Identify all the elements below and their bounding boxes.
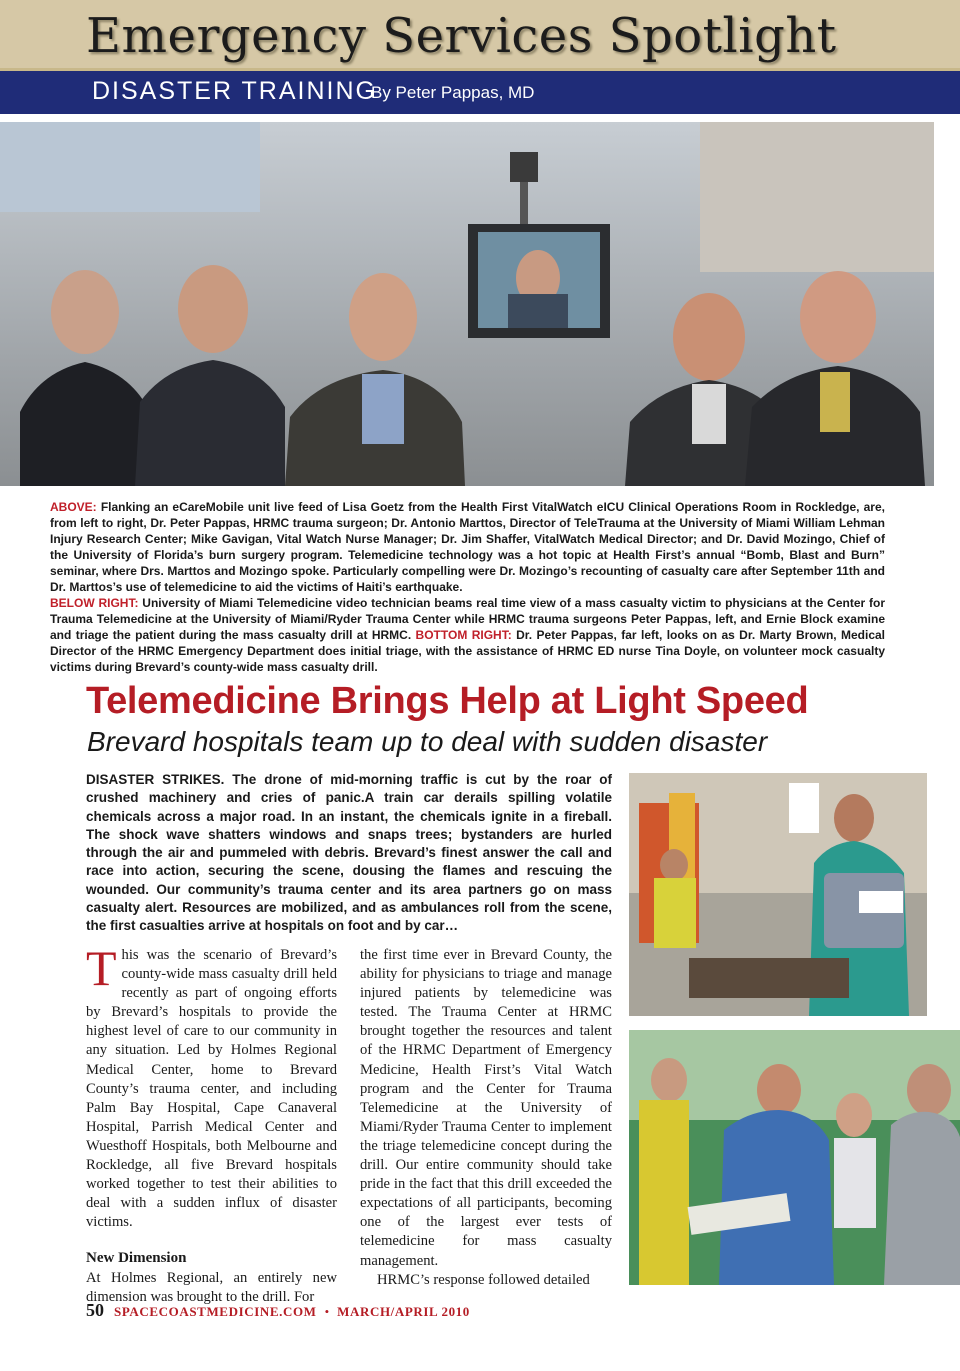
body-column-middle [360,946,612,1290]
footer-issue-date: MARCH/APRIL 2010 [337,1304,470,1319]
technician-photo-illustration [629,773,927,1016]
article-headline: Telemedicine Brings Help at Light Speed [86,680,809,722]
body-paragraph-3: the first time ever in Brevard County, the ability for physicians to triage and manage injured patients by telemedicine was tested. The Trauma Center at HRMC brought together the resources and talent of the HRMC Department of Emergency Medicine, Health First’s Vital Watch program and the Center for Trauma Telemedicine at the University of Miami/Ryder Trauma Center to implement the triage telemedicine concept during the drill. Our entire community should take pride in the fact that this drill exceeded the expectations of all participants, becoming one of the largest ever tests of telemedicine for mass casualty management. [360,947,612,1269]
caption-text-above: Flanking an eCareMobile unit live feed of Lisa Goetz from the Health First VitalWatch eICU Clinical Operations Room in Rockledge, are, from left to right, Dr. Peter Pappas, HRMC trauma surgeon; Dr. Antonio Marttos, Director of TeleTrauma at the University of Miami William Lehman Injury Research Center; Mike Gavigan, Vital Watch Nurse Manager; Dr. Jim Shaffer, VitalWatch Medical Director; and Dr. David Mozingo, Chief of the University of Florida’s burn surgery program. Telemedicine technology was a hot topic at Health First’s annual “Bomb, Blast and Burn” seminar, where Drs. Marttos and Mozingo spoke. Particularly compelling were Dr. Mozingo’s recounting of casualty care after September 11th and Dr. Marttos’s use of telemedicine to aid the victims of Haiti’s earthquake. [50,500,885,594]
article-subhead: Brevard hospitals team up to deal with sudden disaster [87,726,768,757]
body-paragraph-1: his was the scenario of Brevard’s county-wide mass casualty drill held recently as part of ongoing efforts by Brevard’s hospitals to provide the highest level of care to our community in any situation. Led by Holmes Regional Medical Center, home to Brevard County’s trauma center, and including Palm Bay Hospital, Cape Canaveral Hospital, Parrish Medical Center and Wuesthoff Hospitals, both Melbourne and Rockledge, all five Brevard hospitals worked together to test their abilities to deal with a sudden influx of disaster victims. [86,947,337,1231]
byline: By Peter Pappas, MD [371,83,535,102]
subsection-heading: New Dimension [86,1250,187,1267]
drop-cap: T [86,940,117,996]
footer-separator: • [324,1304,330,1319]
technician-photo [629,773,927,1016]
caption-text-below-right: University of Miami Telemedicine video technician beams real time view of a mass casualty victim to physicians at the Center for Trauma Telemedicine at the University of Miami/Ryder Trauma Center while HRMC trauma surgeons Peter Pappas, left, and Ernie Block examine and triage the patient during the mass casualty drill at HRMC. [50,596,885,642]
body-column-left [86,940,337,1307]
photo-caption [50,499,885,675]
caption-lead-above: ABOVE: [50,500,97,514]
caption-lead-below-right: BELOW RIGHT: [50,596,139,610]
caption-lead-bottom-right: BOTTOM RIGHT: [415,628,512,642]
page-footer [86,1300,470,1321]
article-lede: DISASTER STRIKES. The drone of mid-morning traffic is cut by the roar of crushed machinery and cries of panic.A train car derails spilling volatile chemicals across a major road. In an instant, the chemicals ignite in a fireball. The shock wave shatters windows and snaps trees; bystanders are hurled through the air and pummeled with debris. Brevard’s finest answer the call and race into action, securing the scene, dousing the flames and rescuing the wounded. Our community’s trauma center and its area partners go on mass casualty alert. Resources are mobilized, and as ambulances roll from the scene, the first casualties arrive at hospitals on foot and by car… [86,772,612,934]
group-photo [0,122,934,486]
triage-photo [629,1030,960,1285]
triage-photo-illustration [629,1030,960,1285]
body-paragraph-2: At Holmes Regional, an entirely new dimension was brought to the drill. For [86,1269,337,1305]
body-paragraph-4: HRMC’s response followed detailed [377,1271,590,1288]
caption-text-bottom-right: Dr. Peter Pappas, far left, looks on as Dr. Marty Brown, Medical Director of the HRMC Emergency Department does initial triage, with the assistance of HRMC ED nurse Tina Doyle, on volunteer mock casualty victims during Brevard’s county-wide mass casualty drill. [50,628,885,674]
group-photo-illustration [0,122,934,486]
section-label: DISASTER TRAINING [92,77,377,105]
footer-website: SPACECOASTMEDICINE.COM [114,1304,317,1319]
masthead-title: Emergency Services Spotlight [86,8,837,64]
page-number: 50 [86,1300,104,1320]
